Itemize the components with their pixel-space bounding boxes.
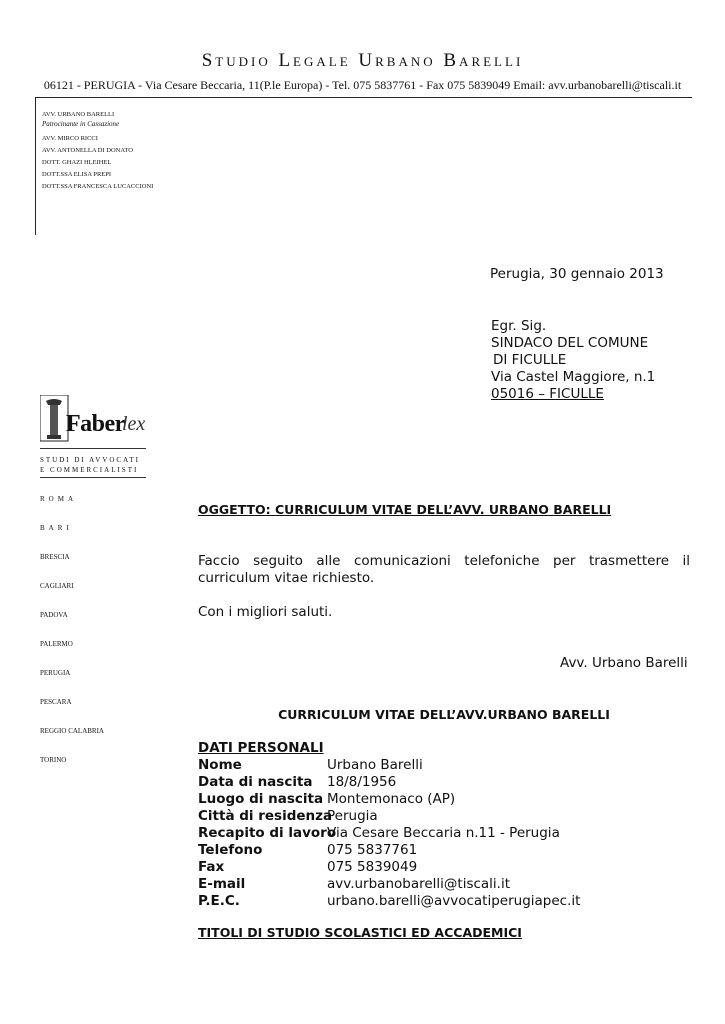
field-label: Recapito di lavoro [198,825,337,841]
personal-data-table [198,757,580,910]
letter-subject: OGGETTO: CURRICULUM VITAE DELL’AVV. URBANO BARELLI [198,502,612,517]
logo-divider [40,477,146,478]
logo-text: Faber [66,411,125,437]
field-value: Montemonaco (AP) [327,791,456,807]
logo-subtitle-line: STUDI DI AVVOCATI [40,456,140,464]
personal-data-row [198,808,580,825]
field-label: Fax [198,859,225,875]
city-item: PESCARA [40,698,72,706]
personal-data-row [198,842,580,859]
sidebar-divider [35,97,36,235]
addressee-line: SINDACO DEL COMUNE [491,335,649,351]
faberlex-logo [40,395,150,443]
city-item: ROMA [40,495,78,503]
city-item: BRESCIA [40,553,70,561]
logo-subtitle-line: E COMMERCIALISTI [40,466,139,474]
field-value: Perugia [327,808,378,824]
field-label: Data di nascita [198,774,313,790]
city-item: CAGLIARI [40,582,74,590]
field-value: urbano.barelli@avvocatiperugiapec.it [327,893,581,909]
partner-name: AVV. MIRCO RICCI [42,135,98,142]
partner-title: Patrocinante in Cassazione [42,120,120,128]
logo-subtitle [40,455,140,475]
addressee-salutation: Egr. Sig. [491,318,547,334]
partners-list [42,109,153,193]
personal-data-row [198,774,580,791]
letter-signature: Avv. Urbano Barelli [560,655,688,671]
header-divider [35,97,692,98]
cities-list [40,495,104,785]
field-label: Telefono [198,842,263,858]
cv-title: CURRICULUM VITAE DELL’AVV.URBANO BARELLI [278,707,610,722]
field-value: 075 5839049 [327,859,418,875]
personal-data-row [198,791,580,808]
field-value: Urbano Barelli [327,757,423,773]
education-heading: TITOLI DI STUDIO SCOLASTICI ED ACCADEMICI [198,925,522,940]
city-item: TORINO [40,756,67,764]
firm-title: Studio Legale Urbano Barelli [201,50,524,71]
field-label: Città di residenza [198,808,333,824]
field-value: 075 5837761 [327,842,418,858]
partner-name: DOTT.SSA ELISA PREPI [42,171,112,178]
field-label: P.E.C. [198,893,240,909]
letter-greeting: Con i migliori saluti. [198,604,333,620]
addressee-line: 05016 – FICULLE [491,386,604,402]
city-item: PERUGIA [40,669,71,677]
field-label: Nome [198,757,242,773]
partner-name: AVV. ANTONELLA DI DONATO [42,147,133,154]
field-value: Via Cesare Beccaria n.11 - Perugia [327,825,560,841]
letter-paragraph [198,553,690,587]
paragraph-line: curriculum vitae richiesto. [198,570,375,586]
city-item: BARI [40,524,73,532]
partner-name: DOTT. GHAZI HLEIHEL [42,159,112,166]
field-value: 18/8/1956 [327,774,397,790]
personal-data-row [198,893,580,910]
city-item: REGGIO CALABRIA [40,727,104,735]
field-label: E-mail [198,876,246,892]
field-label: Luogo di nascita [198,791,324,807]
addressee-block [491,318,655,403]
personal-data-row [198,757,580,774]
letter-date: Perugia, 30 gennaio 2013 [490,266,664,282]
city-item: PALERMO [40,640,73,648]
partner-name: DOTT.SSA FRANCESCA LUCACCIONI [42,183,154,190]
logo-divider [40,448,146,449]
personal-data-row [198,876,580,893]
personal-data-heading: DATI PERSONALI [198,740,324,756]
personal-data-row [198,825,580,842]
field-value: avv.urbanobarelli@tiscali.it [327,876,511,892]
addressee-line: DI FICULLE [493,352,567,368]
firm-address: 06121 - PERUGIA - Via Cesare Beccaria, 11(P.le Europa) - Tel. 075 5837761 - Fax 075 5839049 Email: avv.urbanobarelli@tiscali.it [43,78,682,92]
paragraph-line: Faccio seguito alle comunicazioni telefoniche per trasmettere il [198,553,690,569]
addressee-line: Via Castel Maggiore, n.1 [491,369,656,385]
city-item: PADOVA [40,611,68,619]
logo-text-accent: lex [122,413,146,435]
partner-name: AVV. URBANO BARELLI [42,111,115,118]
personal-data-row [198,859,580,876]
